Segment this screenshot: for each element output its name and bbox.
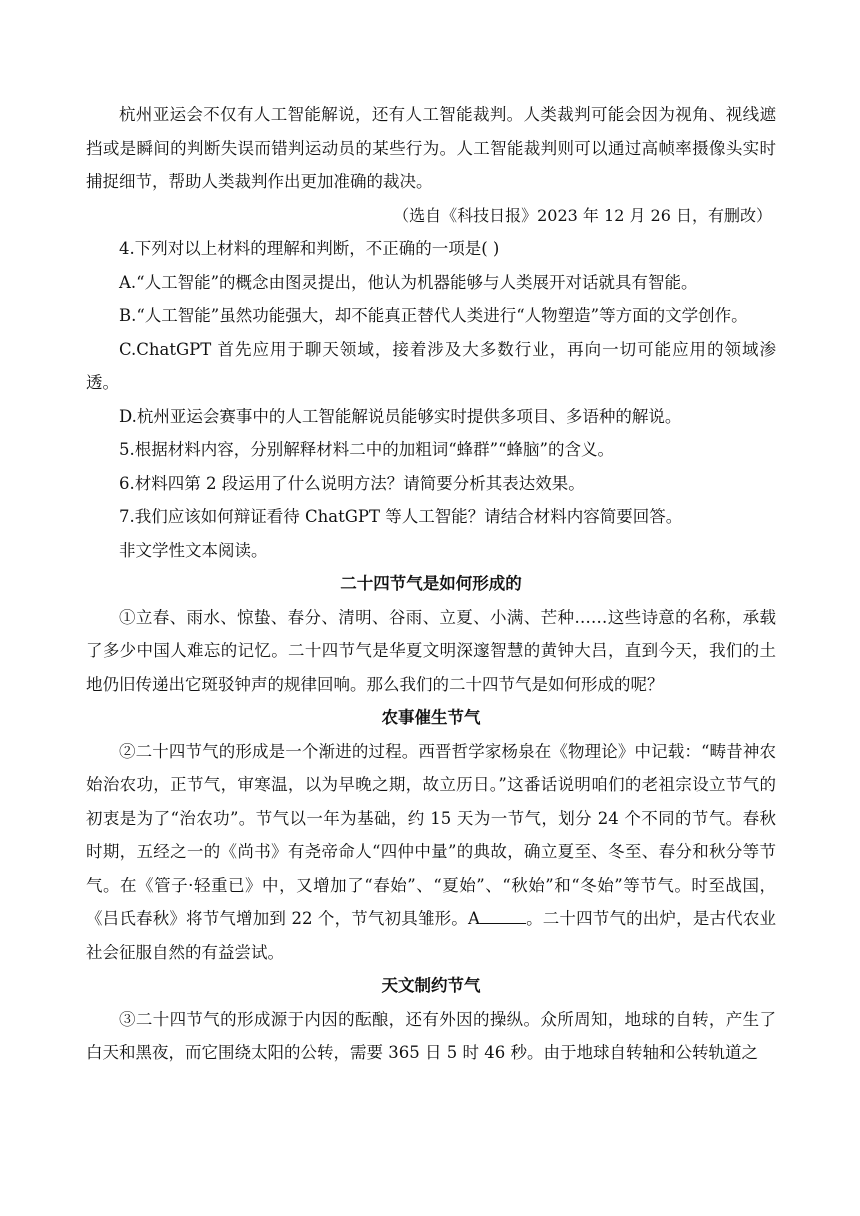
question-6: 6.材料四第 2 段运用了什么说明方法？请简要分析其表达效果。 bbox=[119, 473, 585, 493]
question-4: 4.下列对以上材料的理解和判断，不正确的一项是( ) bbox=[119, 239, 500, 258]
question-4-option-d: D.杭州亚运会赛事中的人工智能解说员能够实时提供多项目、多语种的解说。 bbox=[119, 406, 682, 426]
document-page bbox=[86, 98, 776, 1070]
article-paragraph-1: ①立春、雨水、惊蛰、春分、清明、谷雨、立夏、小满、芒种……这些诗意的名称，承载了多少中国人难忘的记忆。二十四节气是华夏文明深邃智慧的黄钟大吕，直到今天，我们的土地仍旧传递出它斑驳钟声的规律回响。那么我们的二十四节气是如何形成的呢？ bbox=[86, 607, 776, 694]
fill-in-blank-a bbox=[480, 905, 526, 924]
question-4-option-a: A.“人工智能”的概念由图灵提出，他认为机器能够与人类展开对话就具有智能。 bbox=[119, 272, 698, 292]
section-intro: 非文学性文本阅读。 bbox=[119, 540, 268, 560]
source-note: （选自《科技日报》2023 年 12 月 26 日，有删改） bbox=[393, 205, 772, 225]
question-4-option-c: C.ChatGPT 首先应用于聊天领域，接着涉及大多数行业，再向一切可能应用的领域渗透。 bbox=[86, 339, 776, 392]
article-paragraph-3: ③二十四节气的形成源于内因的酝酿，还有外因的操纵。众所周知，地球的自转，产生了白天和黑夜，而它围绕太阳的公转，需要 365 日 5 时 46 秒。由于地球自转轴和公转轨道之 bbox=[86, 1009, 776, 1062]
question-4-option-b: B.“人工智能”虽然功能强大，却不能真正替代人类进行“人物塑造”等方面的文学创作。 bbox=[119, 306, 748, 325]
article-subheading-1: 农事催生节气 bbox=[381, 708, 481, 727]
article-title: 二十四节气是如何形成的 bbox=[340, 574, 522, 593]
question-7: 7.我们应该如何辩证看待 ChatGPT 等人工智能？请结合材料内容简要回答。 bbox=[119, 507, 683, 526]
question-5: 5.根据材料内容，分别解释材料二中的加粗词“蜂群”“蜂脑”的含义。 bbox=[119, 440, 614, 459]
paragraph-2-text-after-blank: 。二十四节气的出炉，是古代农业社会征服自然的有益尝试。 bbox=[86, 909, 777, 962]
article-paragraph-2 bbox=[86, 735, 776, 970]
material-paragraph: 杭州亚运会不仅有人工智能解说，还有人工智能裁判。人类裁判可能会因为视角、视线遮挡或是瞬间的判断失误而错判运动员的某些行为。人工智能裁判则可以通过高帧率摄像头实时捕捉细节，帮助人类裁判作出更加准确的裁决。 bbox=[86, 105, 776, 191]
paragraph-2-text-before-blank: ②二十四节气的形成是一个渐进的过程。西晋哲学家杨泉在《物理论》中记载：“畴昔神农始治农功，正节气，审寒温，以为早晚之期，故立历日。”这番话说明咱们的老祖宗设立节气的初衷是为了“治农功”。节气以一年为基础，约 15 天为一节气，划分 24 个不同的节气。春秋时期，五经之一的《尚书》有尧帝命人“四仲中量”的典故，确立夏至、冬至、春分和秋分等节气。在《管子·轻重已》中，又增加了“春始”、“夏始”、“秋始”和“冬始”等节气。时至战国，《吕氏春秋》将节气增加到 22 个，节气初具雏形。A bbox=[86, 741, 776, 928]
article-subheading-2: 天文制约节气 bbox=[381, 976, 481, 995]
